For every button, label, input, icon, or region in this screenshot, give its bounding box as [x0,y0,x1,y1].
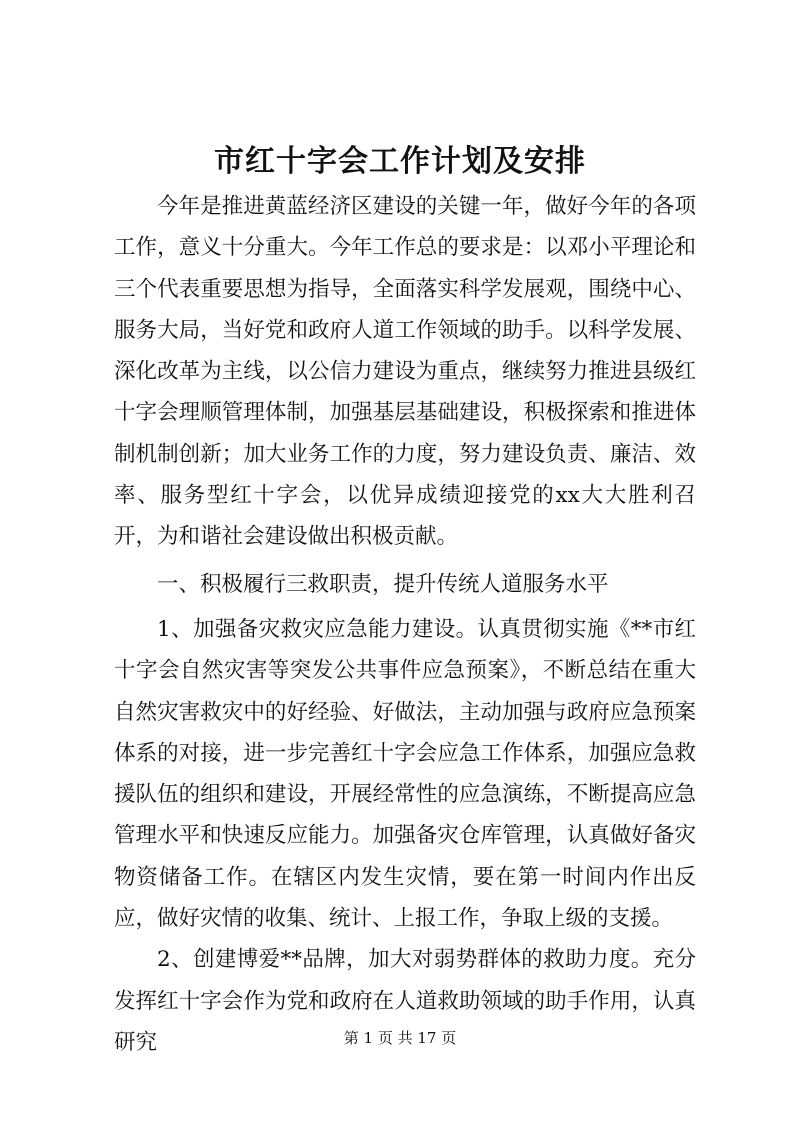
section-heading: 一、积极履行三救职责，提升传统人道服务水平 [157,571,609,597]
item-paragraph-1: 1、加强备灾救灾应急能力建设。认真贯彻实施《**市红十字会自然灾害等突发公共事件应急预案》，不断总结在重大自然灾害救灾中的好经验、好做法，主动加强与政府应急预案体系的对接，进一步完善红十字会应急工作体系，加强应急救援队伍的组织和建设，开展经常性的应急演练，不断提高应急管理水平和快速反应能力。加强备灾仓库管理，认真做好备灾物资储备工作。在辖区内发生灾情，要在第一时间内作出反应，做好灾情的收集、统计、上报工作，争取上级的支援。 [114,616,696,932]
intro-paragraph: 今年是推进黄蓝经济区建设的关键一年，做好今年的各项工作，意义十分重大。今年工作总的要求是：以邓小平理论和三个代表重要思想为指导，全面落实科学发展观，围绕中心、服务大局，当好党和政府人道工作领域的助手。以科学发展、深化改革为主线，以公信力建设为重点，继续努力推进县级红十字会理顺管理体制，加强基层基础建设，积极探索和推进体制机制创新；加大业务工作的力度，努力建设负责、廉洁、效率、服务型红十字会，以优异成绩迎接党的xx大大胜利召开，为和谐社会建设做出积极贡献。 [114,194,696,550]
document-body [114,186,696,1063]
page-indicator: 第 1 页 共 17 页 [343,1029,457,1047]
document-title: 市红十字会工作计划及安排 [214,144,586,179]
item-paragraph-2: 2、创建博爱**品牌，加大对弱势群体的救助力度。充分发挥红十字会作为党和政府在人道救助领域的助手作用，认真研究 [114,947,696,1055]
